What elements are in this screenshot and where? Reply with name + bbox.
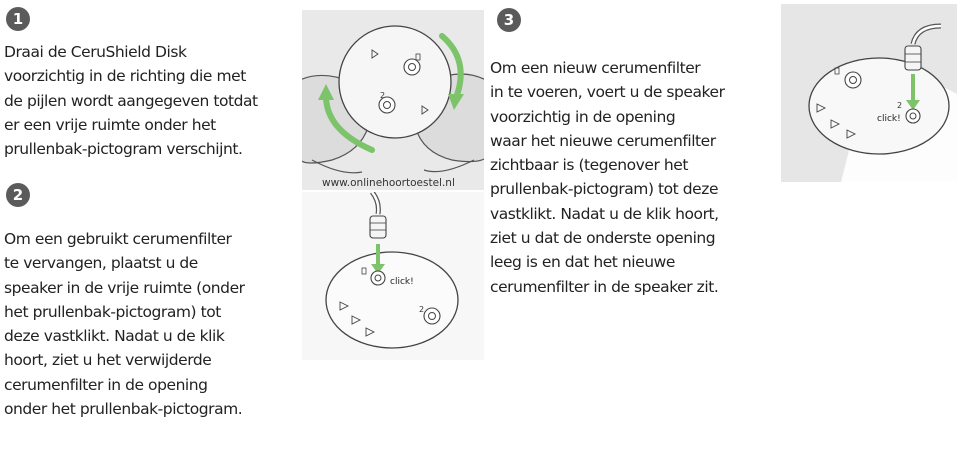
slot-number-3: 2 — [897, 101, 903, 110]
figure-rotate-disk — [302, 10, 484, 190]
step-3-line: Om een nieuw cerumenfilter — [490, 59, 701, 77]
step-1-badge: 1 — [6, 7, 30, 31]
step-3-line: leeg is en dat het nieuwe — [490, 253, 675, 272]
step-3-line: waar het nieuwe cerumenfilter — [490, 131, 716, 150]
rotate-disk-illustration — [302, 10, 484, 190]
step-1-text — [4, 40, 258, 161]
step-2-text — [4, 227, 245, 421]
step-2-line: hoort, ziet u het verwijderde — [4, 351, 212, 370]
click-label: click! — [390, 277, 414, 287]
slot-number: 2 — [419, 305, 425, 314]
step-2-line: Om een gebruikt cerumenfilter — [4, 230, 232, 248]
step-3-line: vastklikt. Nadat u de klik hoort, — [490, 204, 719, 223]
figure-new-filter — [781, 4, 957, 182]
figure-insert-speaker — [302, 192, 484, 360]
step-1-line: de pijlen wordt aangegeven totdat — [4, 91, 258, 110]
step-1-line: er een vrije ruimte onder het — [4, 115, 216, 134]
insert-speaker-illustration — [302, 192, 484, 360]
watermark-url: www.onlinehoortoestel.nl — [322, 177, 455, 189]
step-3-line: zichtbaar is (tegenover het — [490, 156, 688, 175]
step-2-badge: 2 — [6, 183, 30, 207]
step-3-badge: 3 — [497, 8, 521, 32]
svg-text:2: 2 — [380, 91, 386, 100]
click-label-3: click! — [877, 114, 901, 124]
step-3-line: cerumenfilter in de speaker zit. — [490, 277, 719, 296]
step-3-line: voorzichtig in de opening — [490, 107, 676, 126]
step-1-line: prullenbak-pictogram verschijnt. — [4, 140, 243, 159]
step-2-line: cerumenfilter in de opening — [4, 375, 208, 394]
step-1-line: Draai de CeruShield Disk — [4, 43, 187, 61]
step-2-line: onder het prullenbak-pictogram. — [4, 400, 243, 419]
step-2-line: te vervangen, plaatst u de — [4, 254, 198, 273]
step-1-line: voorzichtig in de richting die met — [4, 67, 246, 86]
step-2-line: het prullenbak-pictogram) tot — [4, 302, 221, 321]
step-3-line: ziet u dat de onderste opening — [490, 229, 716, 248]
new-filter-illustration — [781, 4, 957, 182]
step-3-line: prullenbak-pictogram) tot deze — [490, 180, 719, 199]
step-2-line: deze vastklikt. Nadat u de klik — [4, 327, 225, 346]
step-2-line: speaker in de vrije ruimte (onder — [4, 278, 245, 297]
step-3-line: in te voeren, voert u de speaker — [490, 83, 725, 102]
step-3-text — [490, 56, 725, 299]
